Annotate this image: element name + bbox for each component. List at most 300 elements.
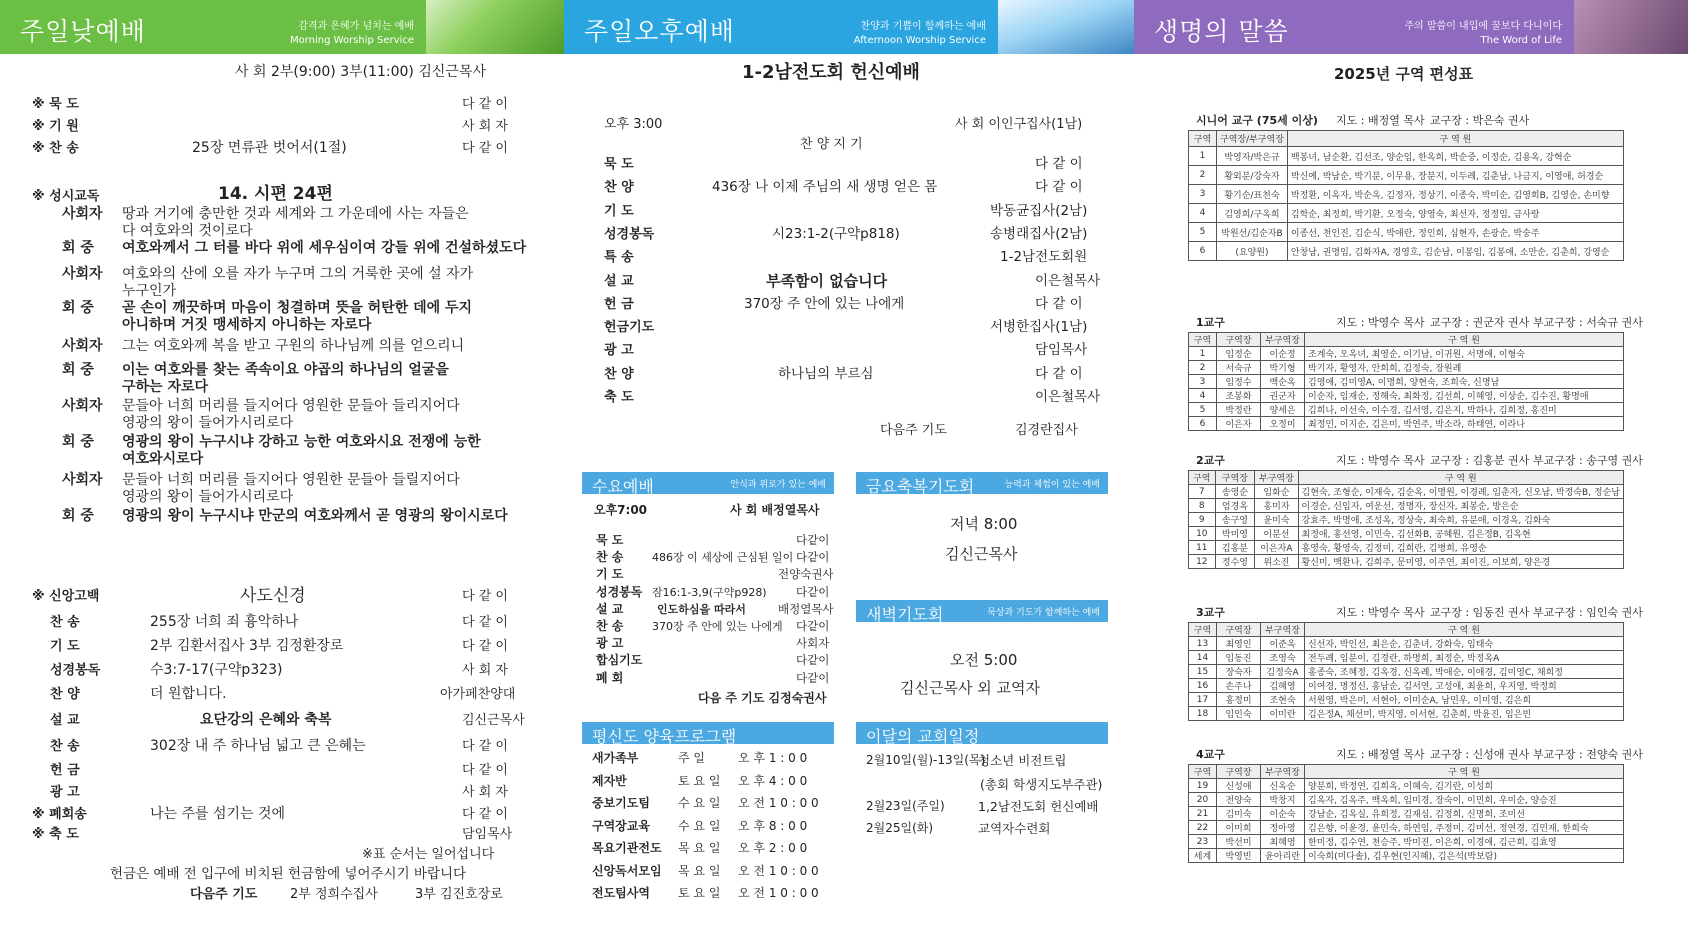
afternoon-order-label: 헌금기도 [604, 320, 655, 336]
group-cell: 조봉화 [1217, 389, 1261, 403]
laity-time: 오 후 4 : 0 0 [738, 773, 808, 788]
group-cell: 서원영, 박은미, 서현아, 이미순A, 남민우, 이미영, 김은희 [1305, 693, 1624, 707]
laity-name: 제자반 [592, 773, 627, 788]
morning-order-who: 다 같 이 [462, 639, 508, 654]
group-cell: 박영자/박은규 [1217, 147, 1288, 166]
morning-banner-title: 주일낮예배 [20, 17, 146, 46]
group-header-cell: 구역 [1189, 623, 1217, 637]
laity-time: 오 전 1 0 : 0 0 [738, 796, 819, 810]
laity-day: 토 요 일 [678, 886, 721, 900]
group-header-cell: 구역 [1189, 131, 1217, 147]
table-row [1189, 527, 1624, 541]
laity-time: 오 전 1 0 : 0 0 [738, 863, 819, 878]
group-cell: 10 [1189, 527, 1216, 541]
group-cell: 안창남, 권명임, 김화자A, 경영호, 김순남, 이봉임, 김봉애, 소만순, 김춘희, 강영순 [1287, 242, 1623, 261]
group-cell: 임정순 [1217, 347, 1261, 361]
group-label: 2교구 [1196, 454, 1225, 467]
table-row [1189, 835, 1624, 849]
group-header-cell: 구 역 원 [1305, 765, 1624, 779]
wed-title: 수요예배 [592, 477, 654, 496]
group-header-cell: 구역장/부구역장 [1217, 131, 1288, 147]
laity-time: 오 전 1 0 : 0 0 [738, 886, 819, 900]
reading-line-cont: 여호와시로다 [122, 451, 204, 467]
group-cell: 강남순, 김옥실, 유희정, 김재심, 김정희, 신명희, 조미선 [1305, 807, 1624, 821]
group-header-cell: 부구역장 [1261, 765, 1305, 779]
laity-day: 주 일 [678, 751, 705, 765]
laity-name: 신앙독서모임 [592, 863, 662, 878]
group-chief: 교구장 : 김홍분 권사 [1430, 454, 1530, 467]
laity-day: 목 요 일 [678, 841, 721, 855]
group-cell: 5 [1189, 403, 1217, 417]
seongsi-title: 14. 시편 24편 [218, 184, 333, 204]
afternoon-order-who: 서병한집사(1남) [990, 319, 1088, 336]
morning-order-label: 찬 송 [50, 739, 80, 754]
wed-order-item: 인도하심을 따라서 [657, 602, 746, 616]
month-title: 이달의 교회일정 [866, 727, 980, 746]
group-cell: 이미희 [1217, 821, 1261, 835]
wed-order-label: 성경봉독 [596, 584, 643, 599]
group-cell: 2 [1189, 166, 1217, 185]
group-cell: 12 [1189, 555, 1216, 569]
morning-chansong-who: 다 같 이 [462, 141, 508, 156]
group-cell: 이준옥 [1261, 637, 1305, 651]
afternoon-order-label: 헌 금 [604, 296, 634, 312]
dawn-sub: 묵상과 기도가 함께하는 예배 [987, 608, 1100, 618]
wed-order-label: 설 교 [596, 601, 624, 616]
table-row [1189, 665, 1624, 679]
group-cell: 21 [1189, 807, 1217, 821]
wed-order-label: 기 도 [596, 567, 624, 582]
group-cell: 1 [1189, 147, 1217, 166]
group-cell: 박영빈 [1217, 849, 1261, 863]
group-cell: 홍미자 [1255, 499, 1298, 513]
dawn-title: 새벽기도회 [866, 605, 944, 624]
morning-banner-sub1: 감격과 은혜가 넘치는 예배 [298, 21, 414, 32]
afternoon-order-who: 송병래집사(2남) [990, 225, 1088, 242]
group-cell: 이경순, 신임자, 여운선, 정명자, 장신자, 최봉순, 방은순 [1298, 499, 1624, 513]
group-cell: 이여경, 명정신, 홍남순, 김서연, 고성애, 최윤희, 우지영, 박정희 [1305, 679, 1624, 693]
group-cell: 세계 [1189, 849, 1217, 863]
group-header-cell: 구역 [1189, 333, 1217, 347]
morning-order-label: 기 도 [50, 639, 80, 654]
wed-order-label: 광 고 [596, 636, 624, 651]
group-cell: 한미정, 김수연, 천승주, 박미진, 이은희, 이경애, 김근희, 김효영 [1305, 835, 1624, 849]
group-cell: 이순자, 임재순, 정해숙, 최화정, 김선희, 이혜영, 이상순, 김수진, 황명애 [1305, 389, 1624, 403]
wed-order-who: 다같이 [796, 584, 830, 599]
afternoon-order-who: 이은철목사 [1035, 272, 1101, 289]
group-cell: 윤아리란 [1261, 849, 1305, 863]
group-header-cell: 구 역 원 [1298, 471, 1624, 485]
note-stand: ※표 순서는 일어섭니다 [362, 847, 495, 862]
laity-time: 오 후 2 : 0 0 [738, 841, 808, 855]
reading-line: 이는 여호와를 찾는 족속이요 야곱의 하나님의 얼굴을 [122, 362, 449, 378]
month-date: 2월23일(주일) [866, 799, 945, 813]
reading-line: 문들아 너희 머리를 들지어다 영원한 문들아 들릴지어다 [122, 472, 460, 488]
morning-order-who: 다 같 이 [462, 739, 508, 754]
fri-header [856, 472, 1108, 494]
morning-order-label: 찬 양 [50, 687, 80, 702]
month-event: (총회 학생지도부주관) [980, 777, 1103, 792]
group-cell: 김홍분 [1215, 541, 1255, 555]
reading-speaker: 사회자 [62, 338, 103, 354]
wed-order-item: 370장 주 안에 있는 나에게 [652, 620, 783, 633]
wed-order-label: 폐 회 [596, 670, 624, 685]
group-cell: 박기자, 황영자, 안희희, 김정숙, 장원례 [1305, 361, 1624, 375]
group-vice: 부교구장 : 서숙규 권사 [1533, 316, 1643, 329]
group-cell: 황기순/표천숙 [1217, 185, 1288, 204]
group-cell: 홍정미 [1217, 693, 1261, 707]
group-cell: 박정란 [1217, 403, 1261, 417]
afternoon-title: 1-2남전도회 헌신예배 [742, 62, 920, 83]
group-cell: 2 [1189, 361, 1217, 375]
wed-leader: 사 회 배정열목사 [730, 503, 820, 517]
group-table [1188, 622, 1624, 721]
afternoon-order-who: 다 같 이 [1035, 365, 1083, 382]
afternoon-order-item: 하나님의 부르심 [778, 365, 874, 382]
group-cell: 서숙규 [1217, 361, 1261, 375]
group-cell: 박원선/김순자B [1217, 223, 1288, 242]
wed-order-who: 다같이 [796, 619, 830, 633]
morning-leader: 사 회 2부(9:00) 3부(11:00) 김신근목사 [235, 64, 486, 80]
group-pastor: 지도 : 배정열 목사 [1336, 748, 1425, 761]
group-cell: 20 [1189, 793, 1217, 807]
group-cell: 이은자A [1255, 541, 1298, 555]
wed-order-label: 찬 송 [596, 619, 624, 633]
group-cell: 김혜영 [1261, 679, 1305, 693]
group-table [1188, 332, 1624, 431]
reading-line-cont: 아니하며 거짓 맹세하지 아니하는 자로다 [122, 317, 372, 333]
morning-next-2: 2부 정희수집사 [290, 887, 378, 902]
afternoon-order-label: 성경봉독 [604, 226, 655, 242]
group-header-cell: 구역 [1189, 765, 1217, 779]
group-cell: 백봉녀, 남순환, 김선조, 양순임, 한옥희, 박순중, 이정순, 김용옥, 강혁순 [1287, 147, 1623, 166]
wed-order-who: 다같이 [796, 533, 830, 547]
wed-order-label: 찬 송 [596, 550, 624, 565]
word-banner-sub2: The Word of Life [1480, 35, 1562, 46]
morning-order-who: 다 같 이 [462, 763, 508, 778]
group-label: 3교구 [1196, 606, 1225, 619]
morning-banner-sub2: Morning Worship Service [289, 35, 414, 46]
morning-order-label: ※ 축 도 [32, 827, 79, 842]
group-header-cell: 부구역장 [1261, 333, 1305, 347]
morning-order-label: 성경봉독 [50, 663, 101, 678]
group-cell: 이은자 [1217, 417, 1261, 431]
afternoon-order-label: 설 교 [604, 273, 634, 289]
reading-line: 여호와께서 그 터를 바다 위에 세우심이여 강들 위에 건설하셨도다 [122, 240, 527, 256]
group-cell: 전양숙 [1217, 793, 1261, 807]
wed-sub: 안식과 위로가 있는 예배 [730, 480, 826, 490]
word-banner [1134, 0, 1574, 54]
morning-order-who: 사 회 자 [462, 663, 508, 678]
laity-header [582, 722, 834, 744]
afternoon-banner [564, 0, 998, 54]
group-cell: 임정수 [1217, 375, 1261, 389]
table-row [1189, 485, 1624, 499]
morning-giwon-label: ※ 기 원 [32, 119, 79, 134]
group-pastor: 지도 : 박영수 목사 [1336, 316, 1425, 329]
afternoon-banner-title: 주일오후예배 [584, 17, 735, 46]
group-header-cell: 구 역 원 [1305, 623, 1624, 637]
reading-line-cont: 다 여호와의 것이로다 [122, 223, 253, 239]
table-row [1189, 541, 1624, 555]
afternoon-order-label: 축 도 [604, 390, 634, 405]
table-row [1189, 361, 1624, 375]
group-table-header [1189, 333, 1624, 347]
morning-order-item: 사도신경 [240, 586, 306, 606]
group-table-header [1189, 471, 1624, 485]
reading-line-cont: 영광의 왕이 들어가시리로다 [122, 415, 294, 431]
word-banner-title: 생명의 말씀 [1154, 17, 1289, 46]
table-row [1189, 807, 1624, 821]
wed-order-who: 다같이 [796, 670, 830, 685]
group-cell: 김희나, 이선숙, 이수경, 김서영, 김은지, 박하나, 김희정, 홍진미 [1305, 403, 1624, 417]
group-cell: 최정애, 홍선영, 이민숙, 김선화B, 공혜원, 김은정B, 김옥현 [1298, 527, 1624, 541]
group-table-header [1189, 131, 1624, 147]
group-cell: 9 [1189, 513, 1216, 527]
group-cell: 강효주, 박명애, 조성옥, 정상숙, 최숙희, 유분애, 이경옥, 김화숙 [1298, 513, 1624, 527]
table-row [1189, 403, 1624, 417]
group-table [1188, 764, 1624, 863]
group-cell: 김학순, 최정희, 박기환, 오정숙, 양영숙, 최선자, 정정임, 금사랑 [1287, 204, 1623, 223]
afternoon-banner-sub2: Afternoon Worship Service [853, 35, 986, 46]
wed-next: 다음 주 기도 김정숙권사 [698, 691, 827, 705]
afternoon-order-label: 광 고 [604, 343, 634, 359]
group-cell: 임인숙 [1217, 707, 1261, 721]
dawn-leader: 김신근목사 외 교역자 [900, 679, 1040, 697]
reading-speaker: 사회자 [62, 266, 103, 282]
laity-title: 평신도 양육프로그램 [592, 727, 737, 746]
morning-giwon-who: 사 회 자 [462, 119, 508, 134]
table-row [1189, 375, 1624, 389]
group-cell: 이순정 [1261, 347, 1305, 361]
group-cell: 황신미, 백환나, 김희주, 문미영, 이주연, 최이진, 이보희, 양은경 [1298, 555, 1624, 569]
afternoon-praise: 찬 양 지 기 [800, 137, 863, 152]
group-cell: 5 [1189, 223, 1217, 242]
leaves-image [426, 0, 564, 54]
group-cell: 권군자 [1261, 389, 1305, 403]
reading-speaker: 회 중 [62, 362, 94, 378]
table-row [1189, 185, 1624, 204]
morning-order-who: 다 같 이 [462, 807, 508, 822]
laity-day: 토 요 일 [678, 773, 721, 788]
group-cell: 조현숙 [1261, 693, 1305, 707]
reading-line-cont: 구하는 자로다 [122, 379, 209, 395]
group-cell: 1 [1189, 347, 1217, 361]
group-cell: 18 [1189, 707, 1217, 721]
group-cell: 3 [1189, 185, 1217, 204]
laity-time: 오 후 8 : 0 0 [738, 818, 808, 833]
morning-order-label: ※ 신앙고백 [32, 589, 100, 604]
morning-order-item: 302장 내 주 하나님 넓고 큰 은혜는 [150, 738, 366, 754]
group-cell: 신옥순 [1261, 779, 1305, 793]
morning-banner [0, 0, 426, 54]
group-cell: 정아영 [1261, 821, 1305, 835]
group-cell: 정수영 [1215, 555, 1255, 569]
group-cell: 16 [1189, 679, 1217, 693]
group-vice: 부교구장 : 전양숙 권사 [1533, 748, 1643, 761]
group-cell: 조영숙 [1261, 651, 1305, 665]
wed-order-who: 전양숙권사 [778, 567, 834, 582]
group-header-cell: 구 역 원 [1287, 131, 1623, 147]
group-cell: 김옥자, 김옥주, 백옥희, 임미경, 장숙이, 이민희, 우미순, 양승진 [1305, 793, 1624, 807]
group-cell: 박정환, 이옥자, 박순옥, 김정자, 정상기, 이종숙, 박미순, 김영희B, 김영순, 손미향 [1287, 185, 1623, 204]
group-pastor: 지도 : 박영수 목사 [1336, 606, 1425, 619]
afternoon-order-item: 시23:1-2(구약p818) [772, 225, 900, 242]
group-cell: (요양원) [1217, 242, 1288, 261]
group-pastor: 지도 : 박영수 목사 [1336, 454, 1425, 467]
group-cell: 4 [1189, 204, 1217, 223]
group-cell: 최정민, 이지순, 김은미, 박연주, 박소라, 하태연, 이라나 [1305, 417, 1624, 431]
group-header-cell: 구역 [1189, 471, 1216, 485]
group-chief: 교구장 : 임동진 권사 [1430, 606, 1530, 619]
morning-order-item: 요단강의 은혜와 축복 [200, 712, 332, 728]
group-cell: 신선자, 박인선, 최은순, 김춘녀, 강화숙, 임태숙 [1305, 637, 1624, 651]
fri-time: 저녁 8:00 [950, 515, 1018, 533]
group-vice: 부교구장 : 송구영 권사 [1533, 454, 1643, 467]
reading-line: 문들아 너희 머리를 들지어다 영원한 문들아 들리지어다 [122, 398, 460, 414]
group-cell: 13 [1189, 637, 1217, 651]
group-table [1188, 130, 1624, 261]
word-banner-sub1: 주의 말씀이 내입에 꿀보다 다니이다 [1404, 21, 1562, 32]
afternoon-order-item: 436장 나 이제 주님의 새 생명 얻은 몸 [712, 179, 938, 196]
afternoon-leader: 사 회 이인구집사(1남) [955, 117, 1083, 132]
seongsi-label: ※ 성시교독 [32, 189, 100, 204]
table-row [1189, 707, 1624, 721]
wed-order-who: 사회자 [796, 636, 830, 651]
afternoon-order-label: 기 도 [604, 203, 634, 219]
group-cell: 홍종숙, 조혜정, 김옥경, 신옥례, 박애순, 이애경, 김미영C, 채희정 [1305, 665, 1624, 679]
wed-time: 오후7:00 [594, 503, 648, 517]
wed-order-label: 묵 도 [596, 533, 624, 547]
morning-mokdo-who: 다 같 이 [462, 97, 508, 112]
fri-sub: 능력과 체험이 있는 예배 [1004, 480, 1100, 490]
table-row [1189, 499, 1624, 513]
afternoon-order-who: 다 같 이 [1035, 179, 1083, 196]
morning-order-label: 설 교 [50, 713, 80, 728]
fri-title: 금요축복기도회 [866, 477, 975, 496]
group-cell: 7 [1189, 485, 1216, 499]
table-row [1189, 555, 1624, 569]
morning-chansong-label: ※ 찬 송 [32, 141, 79, 156]
table-row [1189, 389, 1624, 403]
afternoon-order-item: 370장 주 안에 있는 나에게 [744, 295, 905, 312]
afternoon-order-who: 1-2남전도회원 [1000, 249, 1088, 266]
table-row [1189, 821, 1624, 835]
group-header-cell: 구역장 [1217, 333, 1261, 347]
group-cell: 박미영 [1215, 527, 1255, 541]
group-cell: 위소진 [1255, 555, 1298, 569]
month-date: 2월25일(화) [866, 821, 934, 835]
fri-leader: 김신근목사 [945, 545, 1018, 563]
group-cell: 양세은 [1261, 403, 1305, 417]
table-row [1189, 347, 1624, 361]
group-cell: 김은향, 이윤경, 윤민숙, 하연임, 주정미, 김미선, 정연경, 김민재, 한희숙 [1305, 821, 1624, 835]
afternoon-order-who: 다 같 이 [1035, 295, 1083, 312]
group-cell: 최영인 [1217, 637, 1261, 651]
reading-line: 그는 여호와께 복을 받고 구원의 하나님께 의를 얻으리니 [122, 338, 465, 354]
group-header-cell: 부구역장 [1261, 623, 1305, 637]
group-header-cell: 구 역 원 [1305, 333, 1624, 347]
note-offering: 헌금은 예배 전 입구에 비치된 헌금함에 넣어주시기 바랍니다 [110, 866, 467, 882]
group-chief: 교구장 : 권군자 권사 [1430, 316, 1530, 329]
group-cell: 23 [1189, 835, 1217, 849]
month-header [856, 722, 1108, 744]
dawn-header [856, 600, 1108, 622]
group-cell: 이분선 [1255, 527, 1298, 541]
table-row [1189, 679, 1624, 693]
table-row [1189, 223, 1624, 242]
afternoon-next-who: 김경란집사 [1015, 423, 1078, 438]
group-cell: 임동진 [1217, 651, 1261, 665]
morning-order-who: 다 같 이 [462, 615, 508, 630]
reading-line-cont: 영광의 왕이 들어가시리로다 [122, 489, 294, 505]
afternoon-order-label: 찬 양 [604, 180, 634, 196]
wed-header [582, 472, 834, 494]
group-cell: 14 [1189, 651, 1217, 665]
group-cell: 6 [1189, 242, 1217, 261]
table-row [1189, 166, 1624, 185]
laity-name: 새가족부 [592, 751, 639, 765]
reading-speaker: 사회자 [62, 472, 103, 488]
table-row [1189, 849, 1624, 863]
morning-order-item: 255장 너희 죄 흉악하나 [150, 614, 299, 630]
morning-order-who: 다 같 이 [462, 589, 508, 604]
month-event: 청소년 비전트립 [978, 753, 1067, 768]
table-row [1189, 793, 1624, 807]
group-table-header [1189, 623, 1624, 637]
afternoon-time: 오후 3:00 [604, 117, 663, 132]
group-chief: 교구장 : 박은숙 권사 [1430, 114, 1530, 127]
group-cell: 3 [1189, 375, 1217, 389]
wed-order-item: 486장 이 세상에 근심된 일이 [652, 551, 794, 565]
afternoon-order-label: 찬 양 [604, 366, 634, 382]
group-cell: 조계숙, 오옥녀, 최영순, 이기남, 이귀원, 서명애, 이형숙 [1305, 347, 1624, 361]
afternoon-order-label: 묵 도 [604, 157, 634, 172]
group-cell: 박창지 [1261, 793, 1305, 807]
group-cell: 김정숙A [1261, 665, 1305, 679]
group-header-cell: 구역장 [1215, 471, 1255, 485]
group-cell: 양분희, 박정연, 김희옥, 이혜숙, 김기란, 이성희 [1305, 779, 1624, 793]
group-label: 1교구 [1196, 316, 1225, 329]
group-cell: 11 [1189, 541, 1216, 555]
wed-order-who: 다같이 [796, 653, 830, 668]
morning-order-label: 헌 금 [50, 763, 80, 778]
dawn-time: 오전 5:00 [950, 651, 1018, 669]
group-cell: 송영순 [1215, 485, 1255, 499]
reading-speaker: 회 중 [62, 508, 94, 524]
wed-order-label: 합심기도 [596, 653, 643, 668]
group-cell: 박선미 [1217, 835, 1261, 849]
group-header-cell: 부구역장 [1255, 471, 1298, 485]
group-cell: 22 [1189, 821, 1217, 835]
reading-speaker: 회 중 [62, 300, 94, 316]
group-cell: 최혜영 [1261, 835, 1305, 849]
group-cell: 장숙자 [1217, 665, 1261, 679]
group-vice: 부교구장 : 임인숙 권사 [1533, 606, 1643, 619]
laity-name: 전도팀사역 [592, 886, 650, 900]
group-cell: 19 [1189, 779, 1217, 793]
group-cell: 홍영숙, 황영숙, 김정미, 김희란, 김병희, 유영순 [1298, 541, 1624, 555]
group-cell: 박신예, 박남순, 박기분, 이무용, 장분지, 이두례, 김춘남, 나금지, 이영애, 허경순 [1287, 166, 1623, 185]
laity-name: 목요기관전도 [592, 841, 662, 855]
afternoon-order-label: 특 송 [604, 250, 634, 266]
group-label: 4교구 [1196, 748, 1225, 761]
group-cell: 백순옥 [1261, 375, 1305, 389]
morning-order-item: 2부 김환서집사 3부 김정환장로 [150, 638, 344, 654]
table-row [1189, 693, 1624, 707]
group-pastor: 지도 : 배정열 목사 [1336, 114, 1425, 127]
groups-title: 2025년 구역 편성표 [1334, 65, 1474, 83]
